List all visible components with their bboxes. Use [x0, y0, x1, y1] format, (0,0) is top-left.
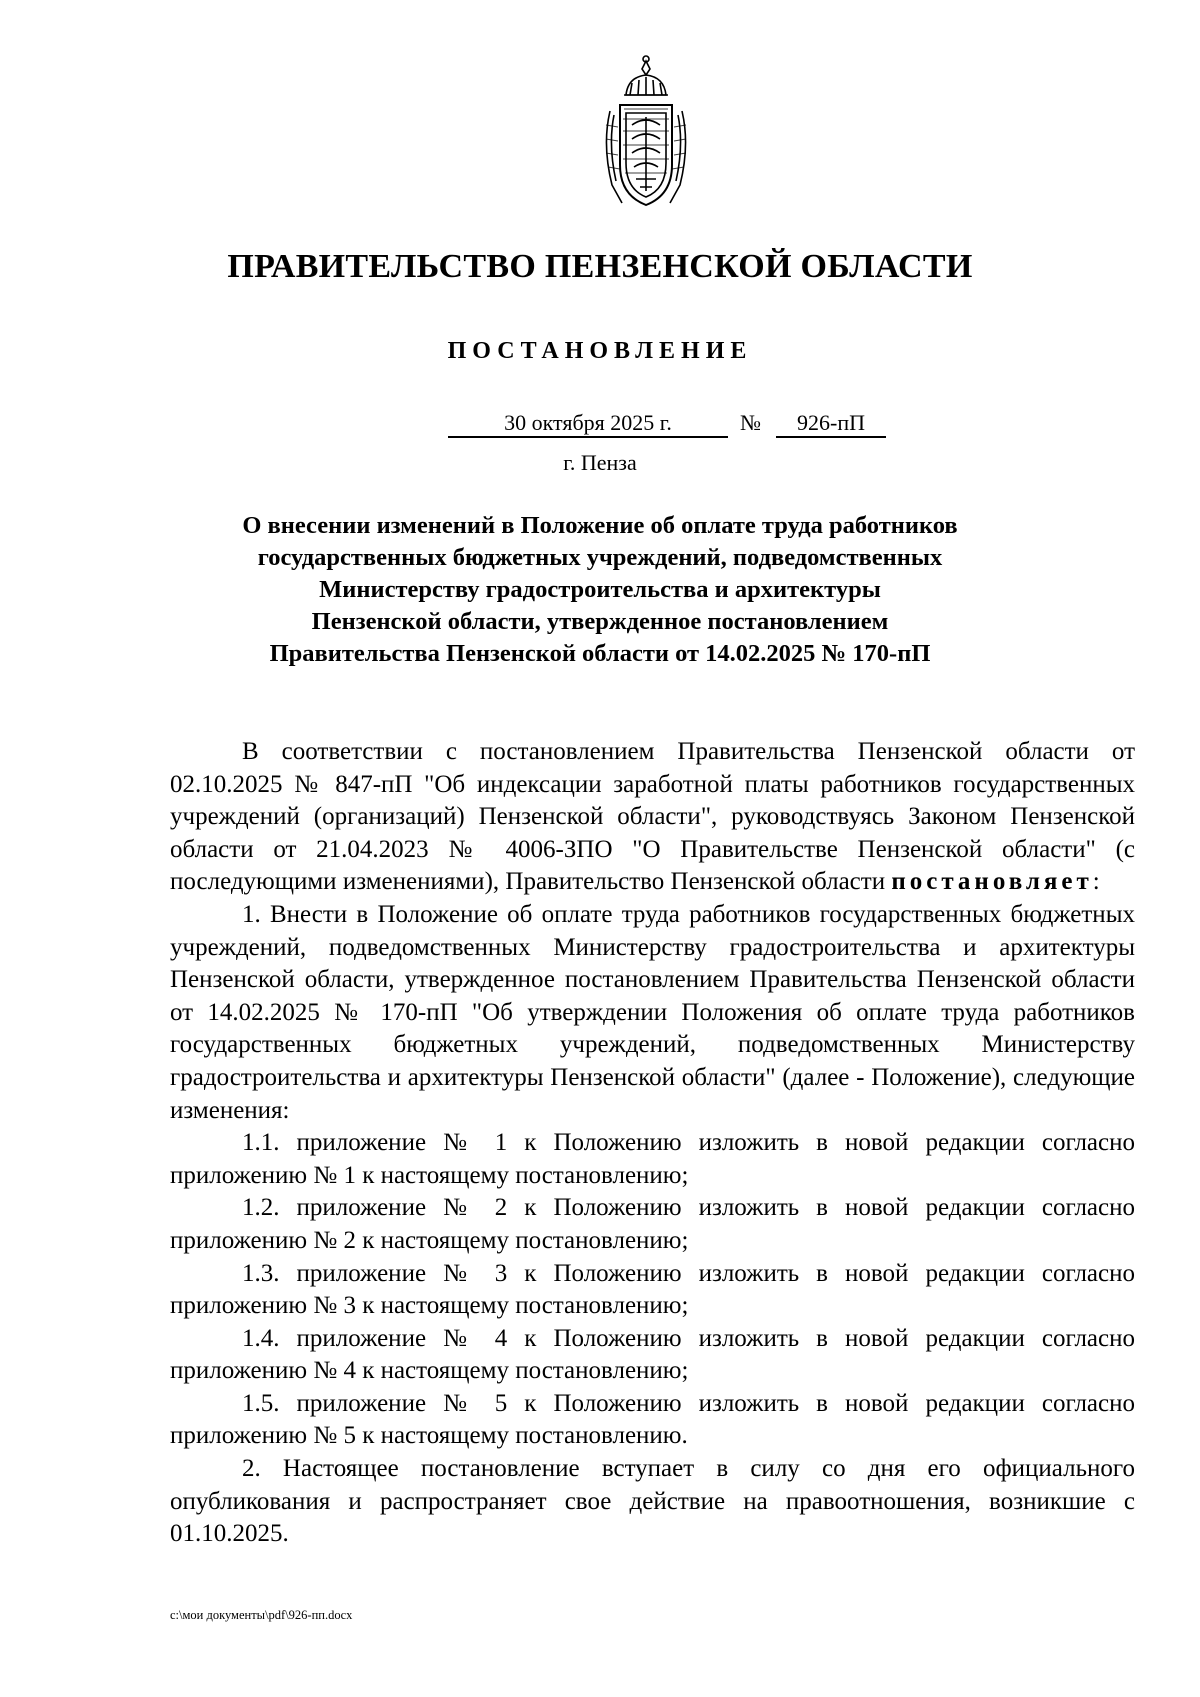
document-city: г. Пенза — [563, 450, 637, 475]
subject-line: О внесении изменений в Положение об оплате труда работников — [242, 512, 958, 539]
paragraph-2: 2. Настоящее постановление вступает в силу со дня его официального опубликования и распространяет свое действие на правоотношения, возникшие с 01.10.2025. — [170, 1455, 1135, 1548]
paragraph-1-3: 1.3. приложение № 3 к Положению изложить в новой редакции согласно приложению № 3 к настоящему постановлению; — [170, 1259, 1135, 1320]
government-title: ПРАВИТЕЛЬСТВО ПЕНЗЕНСКОЙ ОБЛАСТИ — [227, 248, 973, 285]
subject-line: Пензенской области, утвержденное постановлением — [311, 608, 889, 635]
paragraph-1-1: 1.1. приложение № 1 к Положению изложить в новой редакции согласно приложению № 1 к настоящему постановлению; — [170, 1129, 1135, 1189]
paragraph-1-5: 1.5. приложение № 5 к Положению изложить в новой редакции согласно приложению № 5 к настоящему постановлению. — [170, 1389, 1135, 1450]
document-type: ПОСТАНОВЛЕНИЕ — [447, 338, 753, 364]
subject-line: Правительства Пензенской области от 14.02.2025 № 170-пП — [269, 640, 931, 667]
paragraph-1: 1. Внести в Положение об оплате труда работников государственных бюджетных учреждений, подведомственных Министерству градостроительства и архитектуры Пензенской области, утвержденное постановлением Правительства Пензенской области от 14.02.2025 № 170-пП "Об утверждении Положения об оплате труда работников государственных бюджетных учреждений, подведомственных Министерству градостроительства и архитектуры Пензенской области" (далее - Положение), следующие изменения: — [170, 900, 1135, 1124]
document-body — [170, 736, 1135, 1551]
preamble-verb: постановляет — [891, 868, 1093, 896]
subject-line: государственных бюджетных учреждений, подведомственных — [257, 544, 943, 571]
document-number: 926-пП — [776, 410, 886, 438]
document-date: 30 октября 2025 г. — [448, 410, 728, 438]
footer-file-path: c:\мои документы\pdf\926-пп.docx — [170, 1608, 353, 1622]
paragraph-1-4: 1.4. приложение № 4 к Положению изложить в новой редакции согласно приложению № 4 к настоящему постановлению; — [170, 1324, 1135, 1385]
preamble-text: В соответствии с постановлением Правительства Пензенской области от 02.10.2025 № 847-пП "Об индексации заработной платы работников государственных учреждений (организаций) Пензенской области", руководствуясь Законом Пензенской области от 21.04.2023 № 4006-ЗПО "О Правительстве Пензенской области" (с последующими изменениями), Правительство Пензенской области — [170, 738, 1135, 896]
coat-of-arms-icon — [596, 55, 696, 211]
preamble-paragraph — [170, 736, 1135, 899]
number-sign: № — [740, 410, 761, 435]
subject-line: Министерству градостроительства и архитектуры — [319, 576, 881, 603]
document-subject — [170, 510, 1030, 670]
paragraph-1-2: 1.2. приложение № 2 к Положению изложить в новой редакции согласно приложению № 2 к настоящему постановлению; — [170, 1194, 1135, 1254]
preamble-tail: : — [1092, 868, 1100, 896]
